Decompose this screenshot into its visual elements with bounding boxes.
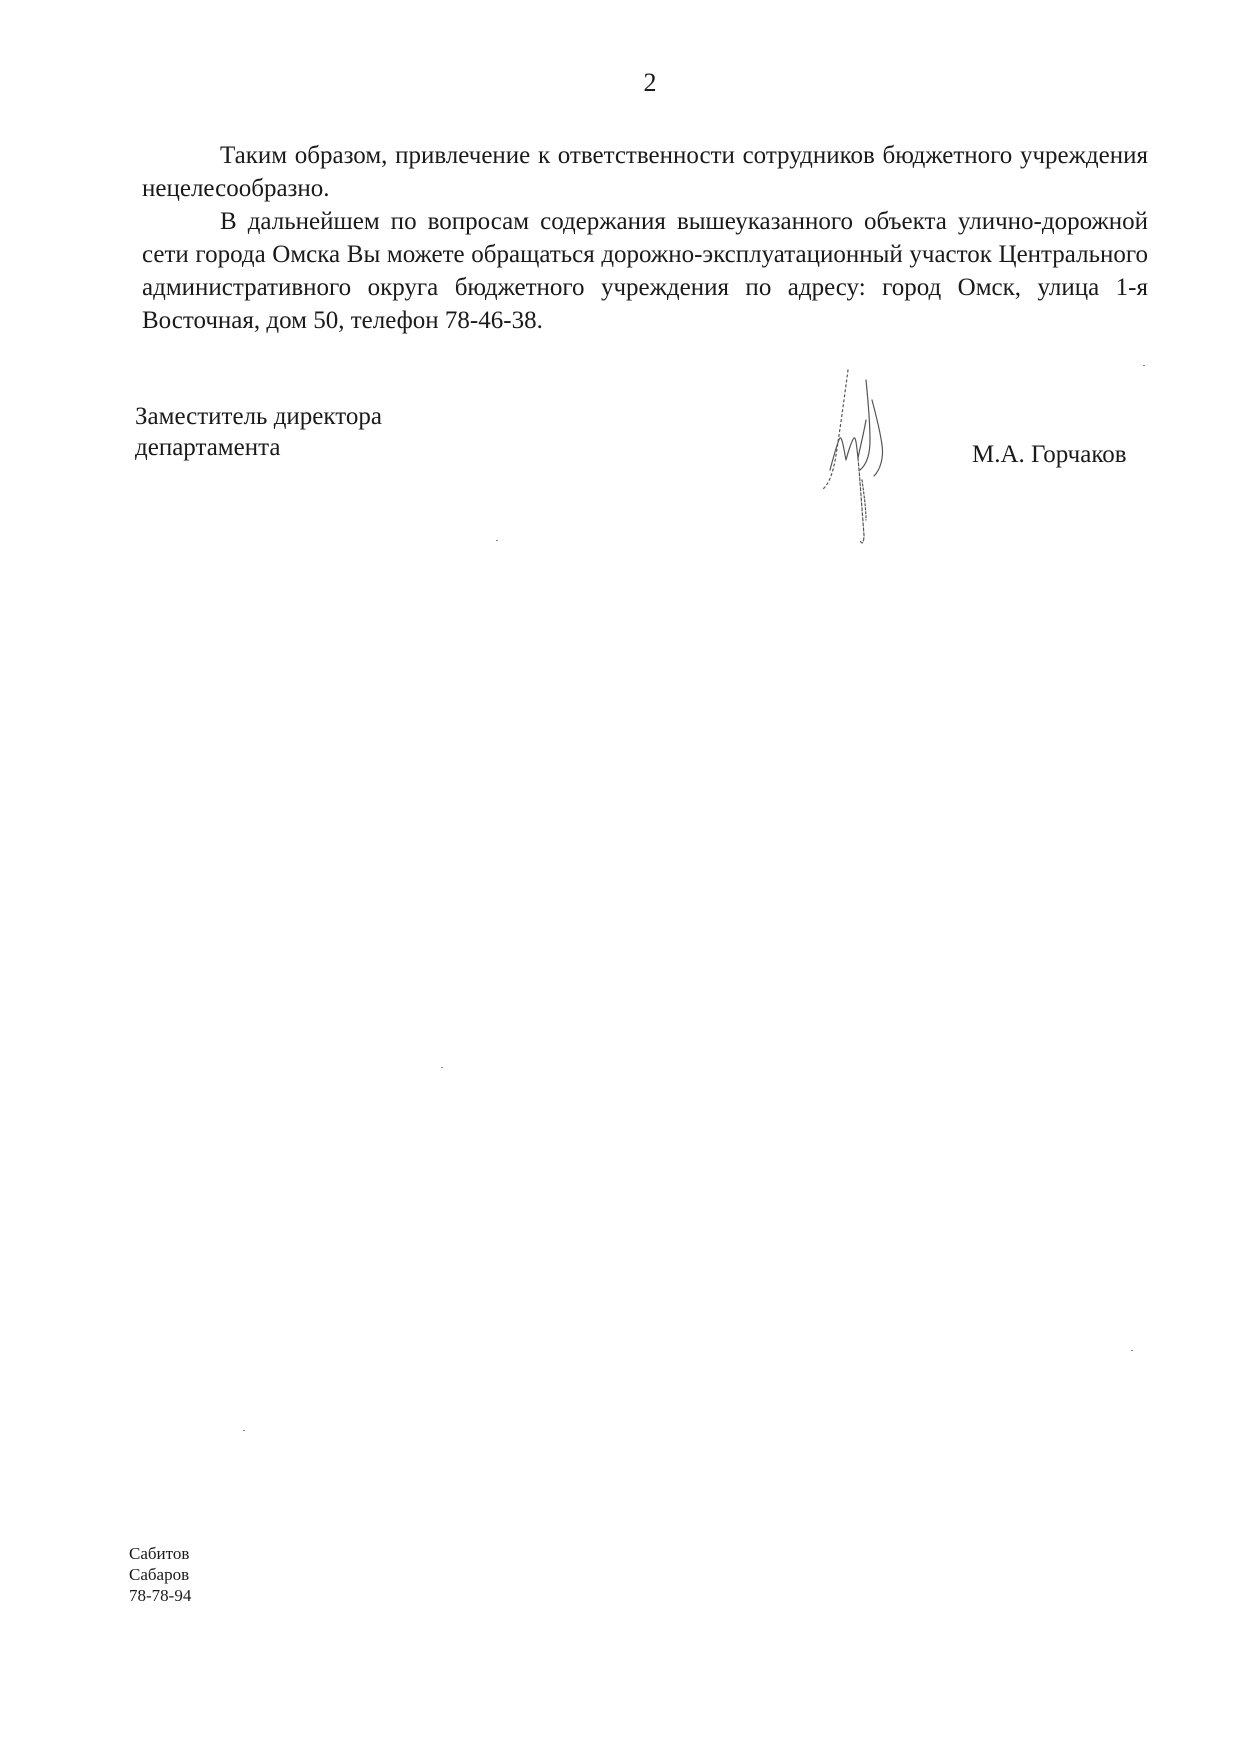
signatory-position-line-2: департамента xyxy=(135,434,281,461)
executor-info xyxy=(129,1543,191,1606)
scan-speck xyxy=(1131,1350,1133,1351)
executor-line-1: Сабитов xyxy=(129,1544,190,1563)
signatory-position xyxy=(135,401,382,463)
page-number: 2 xyxy=(643,68,657,97)
scan-speck xyxy=(243,1430,245,1431)
paragraph-contact-info: В дальнейшем по вопросам содержания вышеуказанного объекта улично-дорожной сети города Омска Вы можете обращаться дорожно-эксплуатационный участок Центрального административного округа бюджетного учреждения по адресу: город Омск, улица 1-я Восточная, дом 50, телефон 78-46-38. xyxy=(142,208,1148,334)
handwritten-signature-icon xyxy=(800,360,910,550)
signatory-name: М.А. Горчаков xyxy=(972,441,1127,468)
executor-line-2: Сабаров xyxy=(129,1565,190,1584)
scan-speck xyxy=(496,540,498,541)
executor-phone: 78-78-94 xyxy=(129,1586,192,1605)
paragraph-conclusion: Таким образом, привлечение к ответственности сотрудников бюджетного учреждения нецелесообразно. xyxy=(142,142,1148,202)
letter-body xyxy=(142,139,1148,337)
signatory-position-line-1: Заместитель директора xyxy=(135,403,382,430)
scan-speck xyxy=(441,1067,443,1068)
scan-speck xyxy=(1143,365,1145,366)
